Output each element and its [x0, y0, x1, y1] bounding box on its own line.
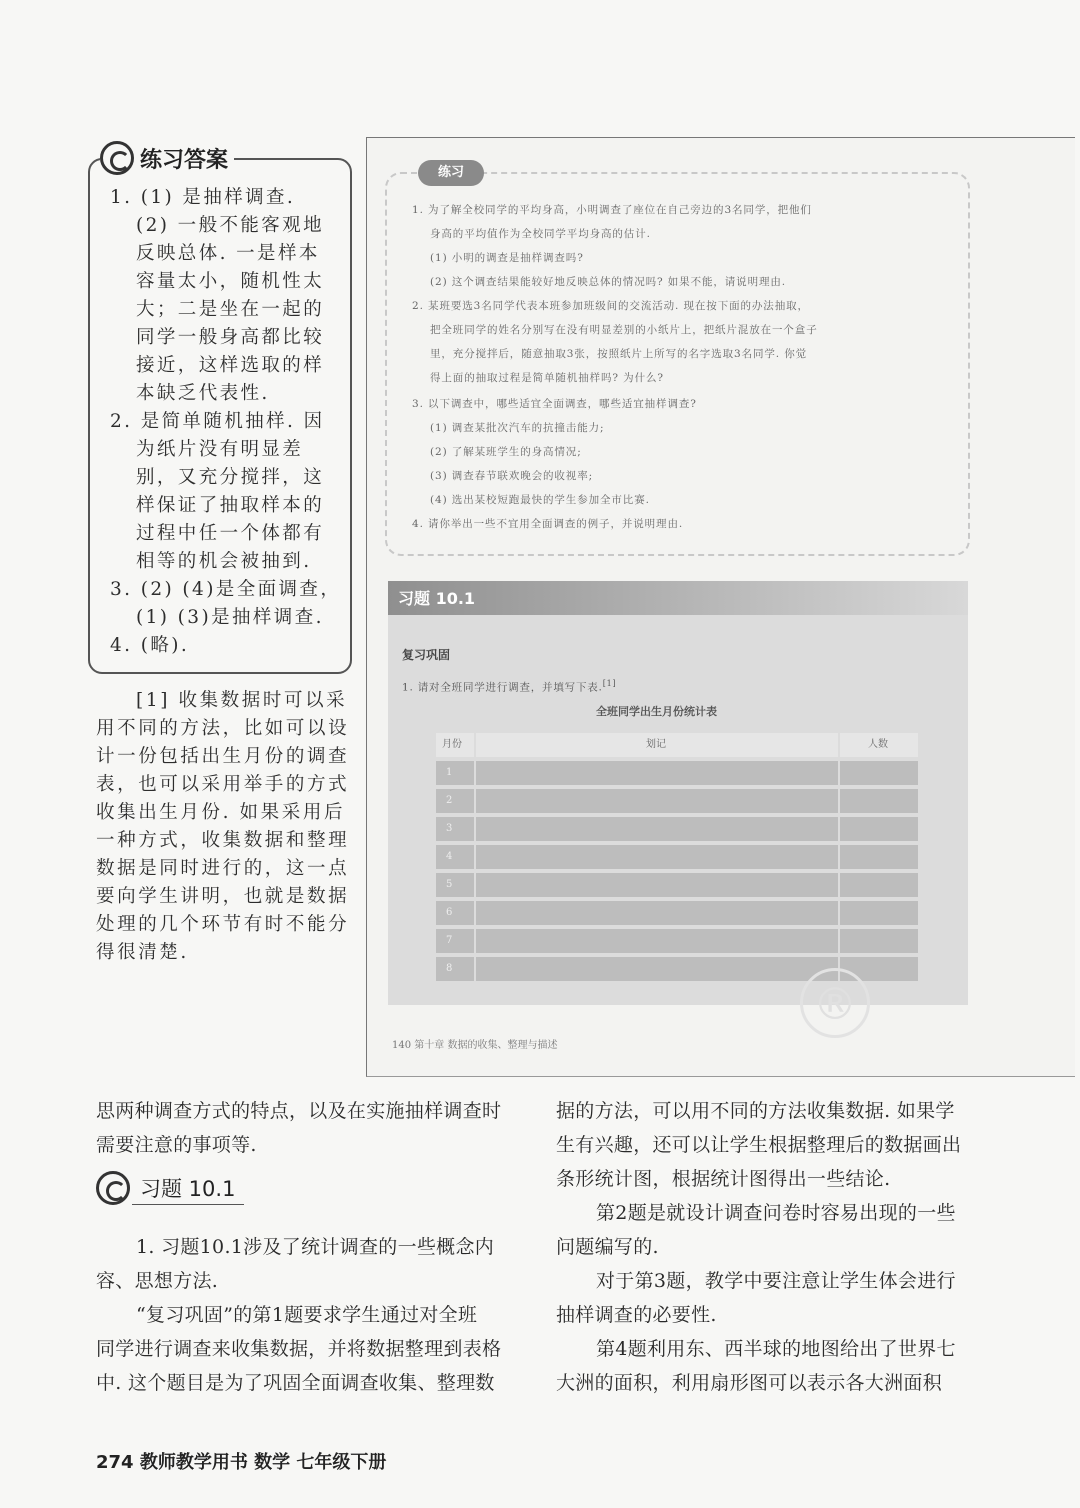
- exercise-line: (2) 了解某班学生的身高情况;: [430, 446, 582, 458]
- table-cell-count: [840, 845, 918, 869]
- table-cell-month: 7: [436, 929, 474, 953]
- note-line: 数据是同时进行的，这一点: [96, 858, 350, 879]
- page-footer: 274 教师教学用书 数学 七年级下册: [96, 1452, 387, 1473]
- note-line: 表，也可以采用举手的方式: [96, 774, 350, 795]
- body-line: 第4题利用东、西半球的地图给出了世界七: [596, 1338, 956, 1360]
- exercise-line: 把全班同学的姓名分别写在没有明显差别的小纸片上，把纸片混放在一个盒子: [430, 324, 818, 336]
- table-cell-month: 5: [436, 873, 474, 897]
- exercise-line: (3) 调查春节联欢晚会的收视率;: [430, 470, 594, 482]
- body-line: 对于第3题，教学中要注意让学生体会进行: [596, 1270, 956, 1292]
- table-title: 全班同学出生月份统计表: [596, 705, 717, 718]
- body-line: “复习巩固”的第1题要求学生通过对全班: [136, 1304, 478, 1326]
- answer-line: 为纸片没有明显差: [136, 439, 304, 460]
- exercise-line: (1) 调查某批次汽车的抗撞击能力;: [430, 422, 605, 434]
- body-line: 第2题是就设计调查问卷时容易出现的一些: [596, 1202, 956, 1224]
- answer-line: 别，又充分搅拌，这: [136, 467, 325, 488]
- note-line: [1] 收集数据时可以采: [136, 690, 348, 711]
- table-cell-count: [840, 929, 918, 953]
- table-cell-month: 8: [436, 957, 474, 981]
- question-1-text: 1. 请对全班同学进行调查，并填写下表.: [402, 681, 603, 694]
- table-cell-tally: [476, 929, 838, 953]
- table-header-tally: 划记: [476, 733, 838, 757]
- answer-header: [100, 138, 234, 178]
- exercise-tag: 练习: [418, 160, 484, 186]
- note-line: 要向学生讲明，也就是数据: [96, 886, 350, 907]
- answer-line: 3. (2) (4)是全面调查，: [110, 579, 342, 600]
- homework-heading: [96, 1170, 235, 1206]
- answer-line: 同学一般身高都比较: [136, 327, 325, 348]
- table-cell-month: 2: [436, 789, 474, 813]
- table-cell-tally: [476, 873, 838, 897]
- registered-watermark: ®: [800, 968, 870, 1038]
- answer-line: 过程中任一个体都有: [136, 523, 325, 544]
- answer-line: 样保证了抽取样本的: [136, 495, 325, 516]
- answer-line: 4. (略).: [110, 635, 190, 656]
- question-1: [402, 679, 616, 695]
- exercise-line: 身高的平均值作为全校同学平均身高的估计.: [430, 228, 651, 240]
- answer-line: (1) (3)是抽样调查.: [136, 607, 324, 628]
- homework-heading-title: 习题 10.1: [140, 1177, 236, 1201]
- table-cell-tally: [476, 761, 838, 785]
- table-header-count: 人数: [840, 733, 918, 757]
- exercise-line: 4. 请你举出一些不宜用全面调查的例子，并说明理由.: [412, 518, 684, 530]
- answer-line: 相等的机会被抽到.: [136, 551, 312, 572]
- exercise-line: 里，充分搅拌后，随意抽取3张，按照纸片上所写的名字选取3名同学. 你觉: [430, 348, 808, 360]
- table-cell-count: [840, 761, 918, 785]
- spiral-icon: [100, 141, 134, 175]
- body-line: 生有兴趣，还可以让学生根据整理后的数据画出: [556, 1134, 962, 1156]
- note-line: 一种方式，收集数据和整理: [96, 830, 350, 851]
- question-1-ref: [1]: [602, 679, 617, 688]
- body-line: 需要注意的事项等.: [96, 1134, 257, 1156]
- body-line: 1. 习题10.1涉及了统计调查的一些概念内: [136, 1236, 495, 1258]
- table-cell-tally: [476, 901, 838, 925]
- answer-title: 练习答案: [140, 147, 229, 173]
- exercise-line: 3. 以下调查中，哪些适宜全面调查，哪些适宜抽样调查?: [412, 398, 697, 410]
- table-cell-month: 4: [436, 845, 474, 869]
- exercise-line: (1) 小明的调查是抽样调查吗?: [430, 252, 584, 264]
- note-line: 计一份包括出生月份的调查: [96, 746, 350, 767]
- body-line: 问题编写的.: [556, 1236, 659, 1258]
- table-cell-month: 6: [436, 901, 474, 925]
- body-line: 中. 这个题目是为了巩固全面调查收集、整理数: [96, 1372, 495, 1394]
- answer-line: 1. (1) 是抽样调查.: [110, 187, 296, 208]
- note-line: 处理的几个环节有时不能分: [96, 914, 350, 935]
- heading-rule: [132, 1204, 244, 1205]
- body-line: 抽样调查的必要性.: [556, 1304, 717, 1326]
- answer-line: 容量太小，随机性太: [136, 271, 325, 292]
- answer-line: 接近，这样选取的样: [136, 355, 325, 376]
- table-cell-tally: [476, 957, 838, 981]
- review-title: 复习巩固: [402, 648, 451, 662]
- exercise-line: 2. 某班要选3名同学代表本班参加班级间的交流活动. 现在按下面的办法抽取，: [412, 300, 809, 312]
- table-cell-count: [840, 789, 918, 813]
- answer-line: (2) 一般不能客观地: [136, 215, 324, 236]
- table-header-month: 月份: [436, 733, 474, 757]
- table-cell-tally: [476, 845, 838, 869]
- spiral-icon: [96, 1171, 130, 1205]
- exercise-line: (2) 这个调查结果能较好地反映总体的情况吗? 如果不能，请说明理由.: [430, 276, 787, 288]
- exercise-line: 1. 为了解全校同学的平均身高，小明调查了座位在自己旁边的3名同学，把他们: [412, 204, 812, 216]
- body-line: 同学进行调查来收集数据，并将数据整理到表格: [96, 1338, 502, 1360]
- table-cell-month: 1: [436, 761, 474, 785]
- answer-line: 本缺乏代表性.: [136, 383, 270, 404]
- table-cell-tally: [476, 817, 838, 841]
- note-line: 用不同的方法，比如可以设: [96, 718, 350, 739]
- answer-line: 大；二是坐在一起的: [136, 299, 325, 320]
- table-cell-month: 3: [436, 817, 474, 841]
- table-cell-count: [840, 873, 918, 897]
- body-line: 思两种调查方式的特点，以及在实施抽样调查时: [96, 1100, 502, 1122]
- note-line: 得很清楚.: [96, 942, 189, 963]
- table-cell-tally: [476, 789, 838, 813]
- table-cell-count: [840, 901, 918, 925]
- body-line: 条形统计图，根据统计图得出一些结论.: [556, 1168, 891, 1190]
- note-line: 收集出生月份. 如果采用后: [96, 802, 346, 823]
- body-line: 大洲的面积，利用扇形图可以表示各大洲面积: [556, 1372, 943, 1394]
- body-line: 据的方法，可以用不同的方法收集数据. 如果学: [556, 1100, 955, 1122]
- homework-banner-title: 习题 10.1: [398, 589, 476, 608]
- answer-line: 反映总体. 一是样本: [136, 243, 320, 264]
- exercise-line: 得上面的抽取过程是简单随机抽样吗? 为什么?: [430, 372, 664, 384]
- exercise-line: (4) 选出某校短跑最快的学生参加全市比赛.: [430, 494, 650, 506]
- answer-line: 2. 是简单随机抽样. 因: [110, 411, 325, 432]
- textbook-footer: 140 第十章 数据的收集、整理与描述: [392, 1040, 558, 1051]
- body-line: 容、思想方法.: [96, 1270, 219, 1292]
- table-cell-count: [840, 817, 918, 841]
